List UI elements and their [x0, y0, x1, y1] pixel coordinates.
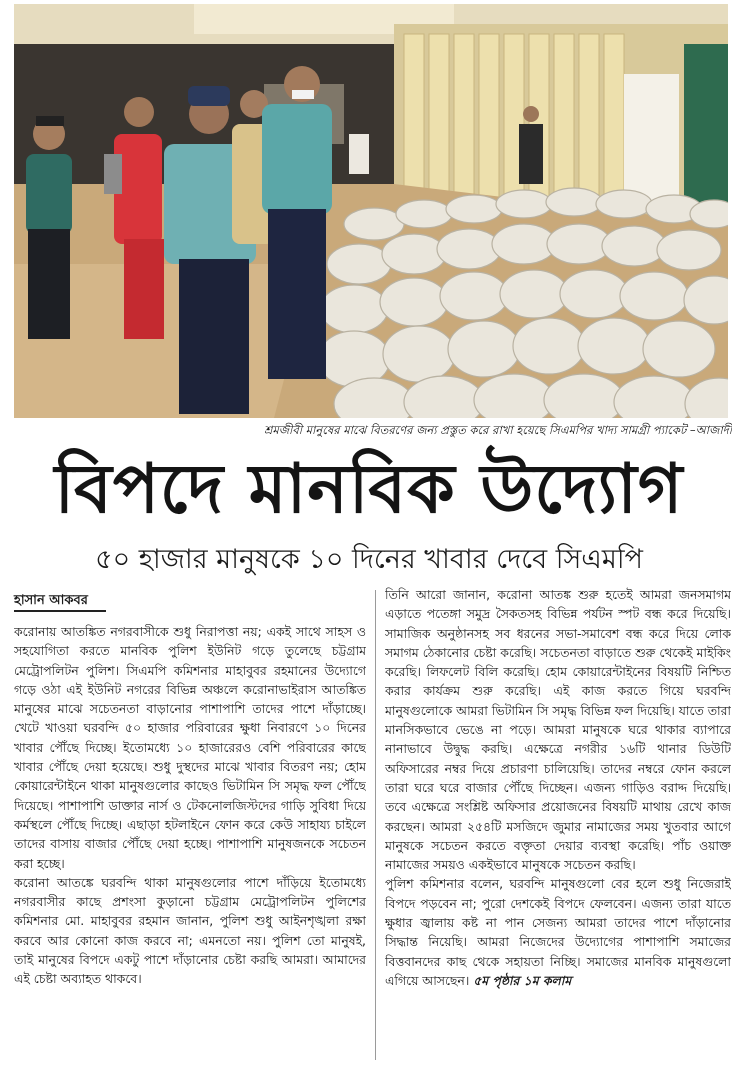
headline: বিপদে মানবিক উদ্যোগ — [54, 450, 684, 529]
byline-rule — [14, 610, 106, 612]
paragraph: তিনি আরো জানান, করোনা আতঙ্ক শুরু হতেই আমরা জনসমাগম এড়াতে পতেঙ্গা সমুদ্র সৈকতসহ বিভিন্ন পর্যটন স্পট বন্ধ করে দিয়েছি। সামাজিক অনুষ্ঠানসহ সব ধরনের সভা-সমাবেশ বন্ধ করে দিয়ে লোক সমাগম ঠেকানোর চেষ্টা করেছি। সচেতনতা বাড়াতে শুরু থেকেই মাইকিং করেছি। লিফলেট বিলি করেছি। হোম কোয়ারেন্টাইনের বিষয়টি নিশ্চিত করার কার্যক্রম শুরু করেছি। এই কাজ করতে গিয়ে ঘরবন্দি মানুষগুলোকে আমরা ভিটামিন সি সমৃদ্ধ বিভিন্ন ফল দিয়েছি। যাতে তারা মানসিকভাবে ভেঙে না পড়ে। আমরা মানুষকে ঘরে থাকার ব্যাপারে নানাভাবে উদ্বুদ্ধ করছি। এক্ষেত্রে নগরীর ১৬টি থানার ডিউটি অফিসারের নম্বর দিয়ে প্রচারণা চালিয়েছি। তাদের নম্বরে ফোন করলে তারা ঘরে ঘরে বাজার পৌঁছে দিচ্ছেন। এজন্য গাড়িও বরাদ্দ দিয়েছি। তবে এক্ষেত্রে সংশ্লিষ্ট অফিসার প্রয়োজনের বিষয়টি মাথায় রেখে কাজ করছেন। আমরা ২৫৪টি মসজিদে জুমার নামাজের সময় খুতবার আগে মানুষকে সচেতন করতে বক্তৃতা দেয়ার ব্যবস্থা করেছি। পাঁচ ওয়াক্ত নামাজের সময়ও একইভাবে মানুষকে সচেতন করছি। — [385, 587, 731, 873]
paragraph — [385, 874, 731, 990]
left-column — [14, 622, 366, 1062]
news-photo — [14, 4, 728, 418]
subheadline: ৫০ হাজার মানুষকে ১০ দিনের খাবার দেবে সিএমপি — [95, 544, 643, 575]
paragraph: করোনা আতঙ্কে ঘরবন্দি থাকা মানুষগুলোর পাশে দাঁড়িয়ে ইতোমধ্যে নগরবাসীর কাছে প্রশংসা কুড়ানো চট্টগ্রাম মেট্রোপলিটন পুলিশের কমিশনার মো. মাহাবুবর রহমান জানান, পুলিশ শুধু আইনশৃঙ্খলা রক্ষা করবে আর কোনো কাজ করবে না; এমনতো নয়। পুলিশ তো মানুষই, তাই মানুষের বিপদে একটু পাশে দাঁড়ানোর চেষ্টা করছি আমরা। আমাদের এই চেষ্টা অব্যাহত থাকবে। — [14, 874, 366, 987]
paragraph: করোনায় আতঙ্কিত নগরবাসীকে শুধু নিরাপত্তা নয়; একই সাথে সাহস ও সহযোগিতা করতে মানবিক পুলিশ ইউনিট গড়ে তুলেছে চট্টগ্রাম মেট্রোপলিটন পুলিশ। সিএমপি কমিশনার মাহাবুবর রহমানের উদ্যোগে গড়ে ওঠা এই ইউনিট নগরের বিভিন্ন অঞ্চলে করোনাভাইরাস আতঙ্কিত মানুষের মাঝে সচেতনতা বাড়ানোর পাশাপাশি তাদের পাশে দাঁড়াচ্ছে। খেটে খাওয়া ঘরবন্দি ৫০ হাজার পরিবারের ক্ষুধা নিবারণে ১০ দিনের খাবার পৌঁছে দিচ্ছে। ইতোমধ্যে ১০ হাজারেরও বেশি পরিবারের কাছে খাবার পৌঁছে দেয়া হয়েছে। শুধু দুস্থদের মাঝে খাবার বিতরণ নয়; হোম কোয়ারেন্টাইনে থাকা মানুষগুলোর কাছেও ভিটামিন সি সমৃদ্ধ ফল পৌঁছে দিয়েছে। পাশাপাশি ডাক্তার নার্স ও টেকনোলজিস্টদের গাড়ি সুবিধা দিয়ে কর্মস্থলে পৌঁছে দিচ্ছে। এছাড়া হটলাইনে ফোন করে কেউ সাহায্য চাইলে তাদের বাসায় বাজার পৌঁছে দেয়া হচ্ছে। পাশাপাশি মানুষজনকে সচেতন করা হচ্ছে। — [14, 624, 366, 871]
photo-hall-food-packets-icon — [14, 4, 728, 418]
continued-on-link[interactable]: ৫ম পৃষ্ঠার ১ম কলাম — [473, 972, 572, 988]
photo-caption: শ্রমজীবী মানুষের মাঝে বিতরণের জন্য প্রস্তুত করে রাখা হয়েছে সিএমপির খাদ্য সামগ্রী প্যাকেট –আজাদী — [264, 423, 732, 437]
column-divider — [375, 590, 376, 1060]
paragraph-text: পুলিশ কমিশনার বলেন, ঘরবন্দি মানুষগুলো বের হলে শুধু নিজেরাই বিপদে পড়বেন না; পুরো দেশকেই বিপদে ফেলবেন। এজন্য তারা যাতে ক্ষুধার জ্বালায় কষ্ট না পান সেজন্য আমরা তাদের পাশে দাঁড়ানোর সিদ্ধান্ত নিয়েছি। আমরা নিজেদের উদ্যোগের পাশাপাশি সমাজের বিত্তবানদের কাছ থেকে সহায়তা নিচ্ছি। সমাজের মানবিক মানুষগুলো এগিয়ে আসছেন। — [385, 876, 731, 988]
right-column — [385, 585, 731, 1063]
byline: হাসান আকবর — [14, 593, 88, 608]
